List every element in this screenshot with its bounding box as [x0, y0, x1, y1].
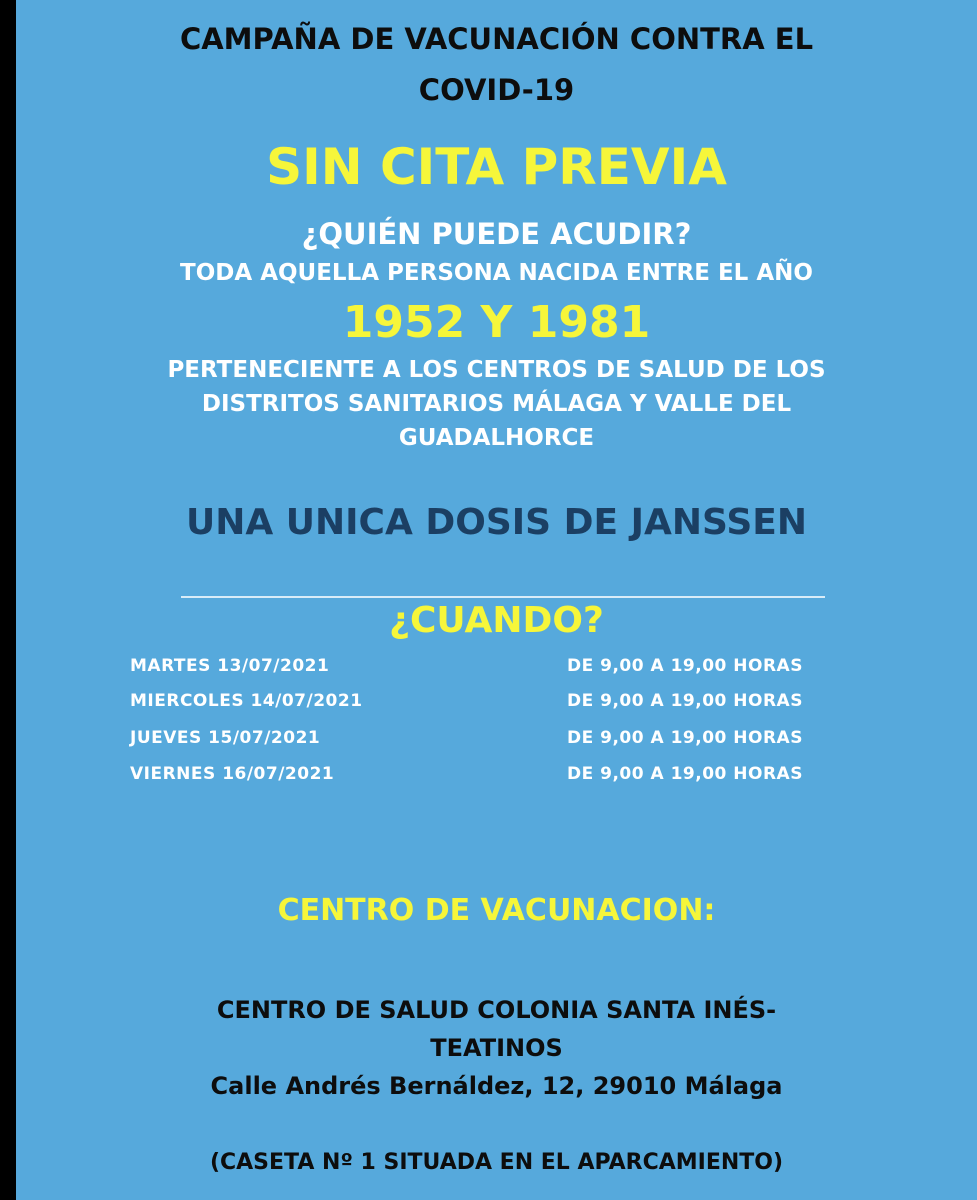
title-line-1: CAMPAÑA DE VACUNACIÓN CONTRA EL [179, 22, 814, 56]
schedule-day-3: JUEVES 15/07/2021 [130, 728, 321, 748]
birth-years: 1952 Y 1981 [342, 297, 651, 348]
schedule-hours-3: DE 9,00 A 19,00 HORAS [567, 728, 803, 748]
center-address: Calle Andrés Bernáldez, 12, 29010 Málaga [210, 1072, 783, 1100]
schedule-day-1: MARTES 13/07/2021 [130, 656, 330, 676]
vaccination-poster [16, 0, 977, 1200]
dose-info: UNA UNICA DOSIS DE JANSSEN [186, 502, 807, 543]
center-heading: CENTRO DE VACUNACION: [277, 893, 716, 928]
headline: SIN CITA PREVIA [266, 138, 727, 196]
schedule-day-2: MIERCOLES 14/07/2021 [130, 691, 363, 711]
schedule-hours-2: DE 9,00 A 19,00 HORAS [567, 691, 803, 711]
location-note: (CASETA Nº 1 SITUADA EN EL APARCAMIENTO) [209, 1150, 784, 1175]
center-name-line-2: TEATINOS [430, 1034, 563, 1062]
section-divider [181, 596, 825, 598]
who-text: TODA AQUELLA PERSONA NACIDA ENTRE EL AÑO [180, 260, 813, 286]
center-name-line-1: CENTRO DE SALUD COLONIA SANTA INÉS- [216, 996, 777, 1024]
district-line-1: PERTENECIENTE A LOS CENTROS DE SALUD DE LOS [167, 357, 826, 383]
schedule-hours-4: DE 9,00 A 19,00 HORAS [567, 764, 803, 784]
schedule-hours-1: DE 9,00 A 19,00 HORAS [567, 656, 803, 676]
when-question: ¿CUANDO? [389, 600, 604, 641]
schedule-day-4: VIERNES 16/07/2021 [130, 764, 335, 784]
district-line-3: GUADALHORCE [398, 425, 595, 451]
who-question: ¿QUIÉN PUEDE ACUDIR? [301, 217, 692, 251]
district-line-2: DISTRITOS SANITARIOS MÁLAGA Y VALLE DEL [201, 391, 792, 417]
title-line-2: COVID-19 [418, 73, 575, 107]
